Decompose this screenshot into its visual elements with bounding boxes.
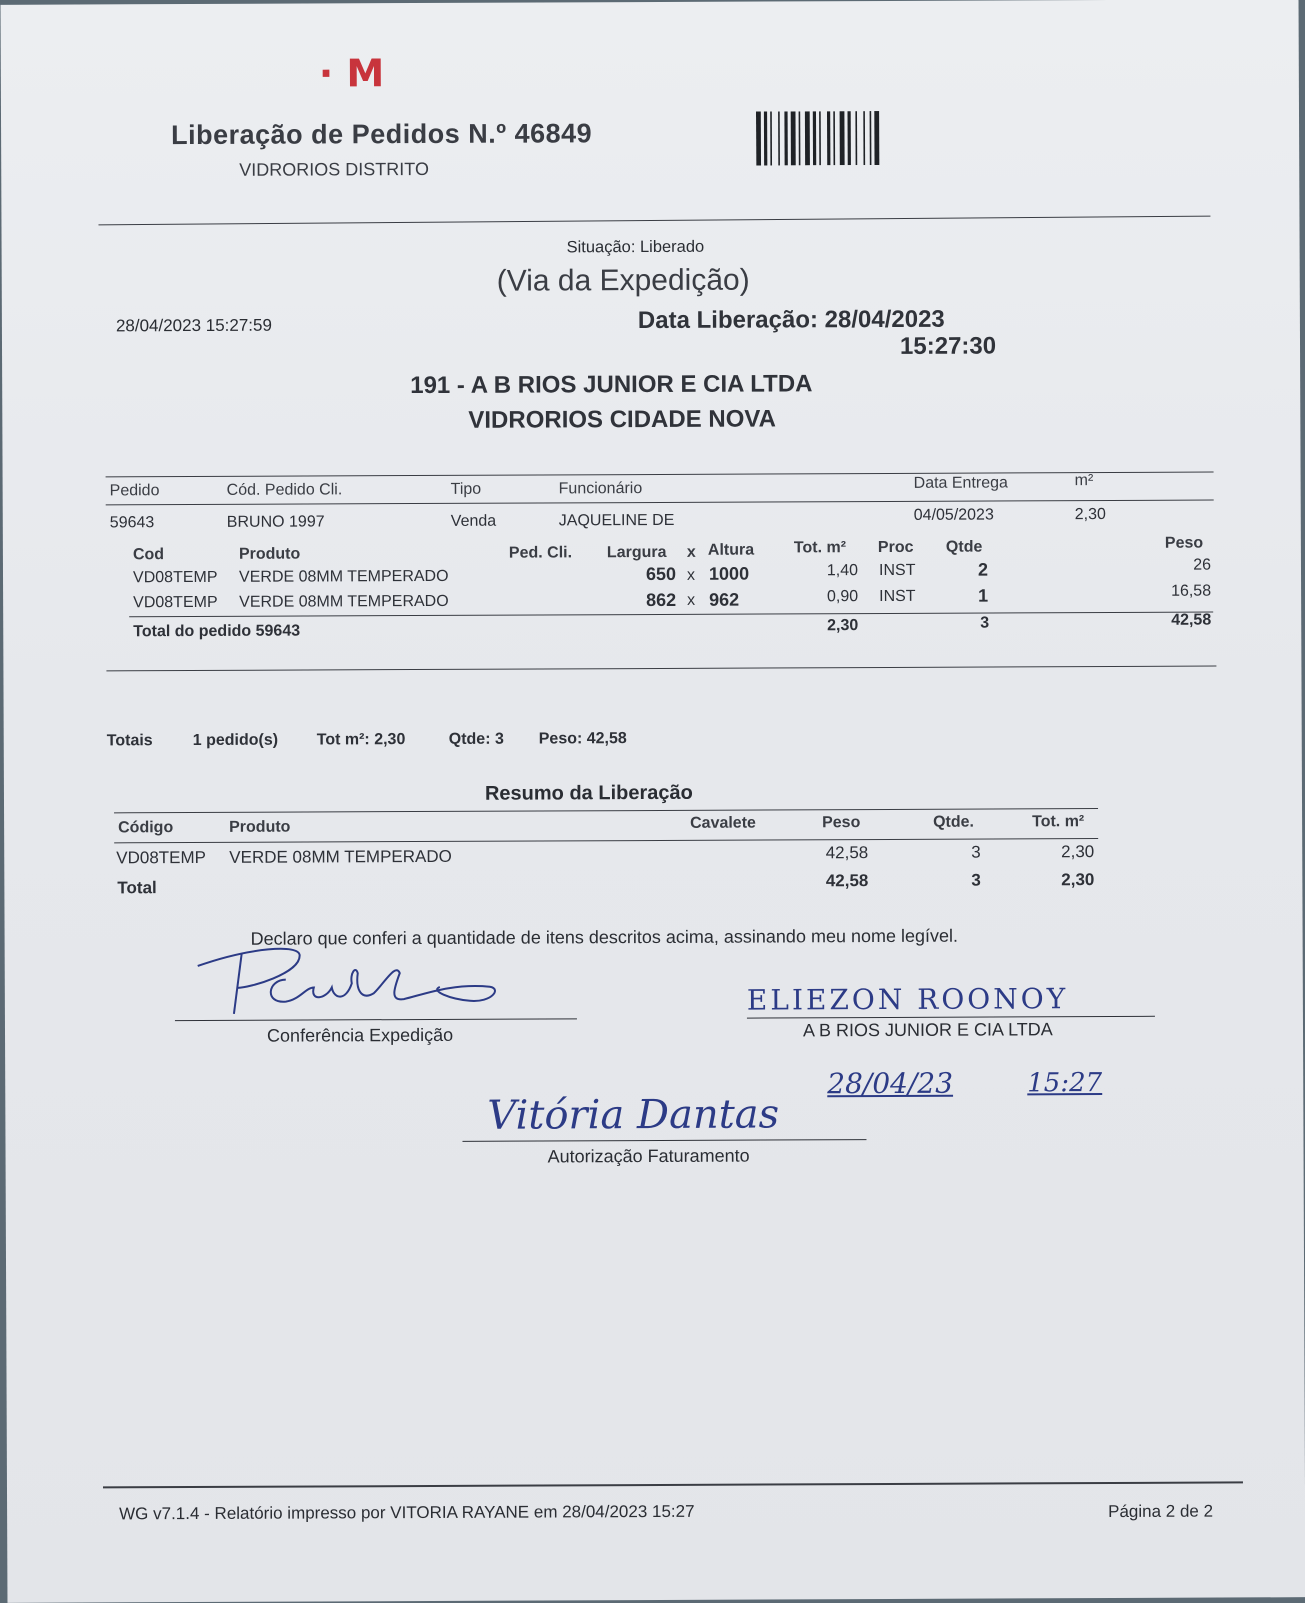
item-x: x [687, 591, 696, 609]
item-altura: 1000 [708, 563, 750, 584]
items-col-ped-cli: Ped. Cli. [508, 544, 573, 562]
col-data-entrega: Data Entrega [913, 474, 1008, 492]
autorizacao-label: Autorização Faturamento [547, 1145, 750, 1167]
footer-print-info: WG v7.1.4 - Relatório impresso por VITORIA RAYANE em 28/04/2023 15:27 [119, 1501, 695, 1524]
summary-col-produto: Produto [229, 818, 291, 836]
items-col-x: x [686, 543, 696, 561]
order-total-qtde: 3 [980, 614, 990, 632]
items-col-cod: Cod [132, 546, 165, 564]
order-top-rule [106, 472, 1214, 478]
items-total-rule [129, 612, 1213, 618]
document-title: Liberação de Pedidos N.º 46849 [171, 118, 593, 151]
col-cod-pedido-cli: Cód. Pedido Cli. [226, 481, 343, 499]
summary-produto: VERDE 08MM TEMPERADO [229, 846, 452, 867]
summary-total-label: Total [117, 878, 157, 898]
totals-orders: 1 pedido(s) [192, 731, 279, 750]
document-page [1, 0, 1305, 1603]
order-m2: 2,30 [1074, 506, 1106, 524]
delivery-date: 04/05/2023 [913, 506, 994, 524]
release-time: 15:27:30 [899, 332, 997, 360]
summary-col-peso: Peso [822, 814, 861, 832]
issuer-name: VIDRORIOS DISTRITO [239, 158, 429, 180]
printed-timestamp: 28/04/2023 15:27:59 [115, 315, 272, 336]
col-tipo: Tipo [450, 480, 482, 498]
item-largura: 862 [646, 589, 677, 611]
item-tot-m2: 1,40 [826, 562, 859, 580]
copy-type: (Via da Expedição) [496, 263, 750, 298]
client-signature-label: A B RIOS JUNIOR E CIA LTDA [802, 1019, 1053, 1041]
item-proc: INST [878, 561, 916, 580]
summary-peso: 42,58 [825, 843, 869, 863]
item-qtde: 2 [977, 559, 989, 580]
item-tot-m2: 0,90 [826, 588, 859, 606]
summary-qtde: 3 [971, 842, 981, 862]
items-col-tot-m2: Tot. m² [793, 539, 847, 557]
item-x: x [686, 566, 696, 584]
summary-tot-m2: 2,30 [1061, 842, 1095, 862]
items-bottom-rule [106, 666, 1216, 672]
order-total-peso: 42,58 [1171, 611, 1212, 629]
barcode [756, 111, 950, 166]
declaration-text: Declaro que conferi a quantidade de itens descritos acima, assinando meu nome legível. [250, 925, 959, 949]
col-pedido: Pedido [109, 482, 160, 500]
totals-qtde: Qtde: 3 [448, 730, 504, 748]
totals-peso: Peso: 42,58 [538, 730, 627, 748]
summary-header-rule [114, 838, 1098, 843]
summary-top-rule [114, 808, 1098, 813]
summary-total-m2: 2,30 [1061, 870, 1095, 890]
autorizacao-signature: Vitória Dantas [487, 1091, 780, 1139]
order-header-rule [106, 500, 1214, 506]
header-divider [98, 216, 1210, 226]
client-order-code: BRUNO 1997 [226, 513, 325, 531]
summary-col-qtde: Qtde. [933, 813, 975, 831]
client-name: 191 - A B RIOS JUNIOR E CIA LTDA [410, 370, 813, 400]
conferencia-label: Conferência Expedição [266, 1024, 454, 1046]
items-col-qtde: Qtde [945, 538, 983, 556]
client-signature: ELIEZON ROONOY [746, 982, 1069, 1017]
item-cod: VD08TEMP [133, 593, 218, 612]
col-funcionario: Funcionário [558, 480, 643, 498]
summary-total-qtde: 3 [971, 870, 981, 890]
items-col-peso: Peso [1164, 534, 1204, 552]
status-text: Situação: Liberado [566, 237, 705, 257]
autorizacao-line [462, 1139, 866, 1142]
totals-m2: Tot m²: 2,30 [316, 731, 406, 749]
summary-codigo: VD08TEMP [116, 847, 207, 868]
employee: JAQUELINE DE [558, 511, 675, 530]
item-peso: 16,58 [1171, 582, 1212, 600]
order-number: 59643 [109, 514, 155, 532]
item-cod: VD08TEMP [132, 568, 218, 587]
summary-col-cavalete: Cavalete [690, 814, 756, 832]
client-branch: VIDRORIOS CIDADE NOVA [468, 405, 776, 434]
footer-rule [103, 1481, 1243, 1488]
handwritten-date: 28/04/23 [827, 1066, 954, 1101]
release-date: Data Liberação: 28/04/2023 [637, 305, 945, 335]
order-total-m2: 2,30 [827, 617, 859, 635]
item-largura: 650 [645, 563, 677, 585]
totals-label: Totais [106, 732, 153, 750]
conferencia-signature [190, 943, 520, 1024]
summary-col-tot-m2: Tot. m² [1032, 813, 1085, 831]
items-col-altura: Altura [707, 541, 755, 559]
item-peso: 26 [1193, 556, 1212, 574]
item-qtde: 1 [978, 585, 989, 606]
summary-total-peso: 42,58 [825, 871, 869, 891]
summary-col-codigo: Código [118, 819, 174, 837]
page-number: Página 2 de 2 [1108, 1501, 1214, 1522]
order-type: Venda [450, 512, 497, 530]
item-proc: INST [879, 587, 916, 606]
item-produto: VERDE 08MM TEMPERADO [239, 592, 449, 611]
items-col-largura: Largura [606, 543, 667, 562]
item-produto: VERDE 08MM TEMPERADO [238, 567, 449, 586]
handwritten-mark: · M [318, 51, 385, 96]
items-col-proc: Proc [877, 538, 914, 557]
col-m2: m² [1074, 472, 1094, 490]
items-col-produto: Produto [238, 545, 301, 563]
summary-title: Resumo da Liberação [484, 781, 693, 805]
item-altura: 962 [709, 589, 740, 610]
order-total-label: Total do pedido 59643 [133, 622, 301, 641]
handwritten-time: 15:27 [1027, 1068, 1103, 1099]
